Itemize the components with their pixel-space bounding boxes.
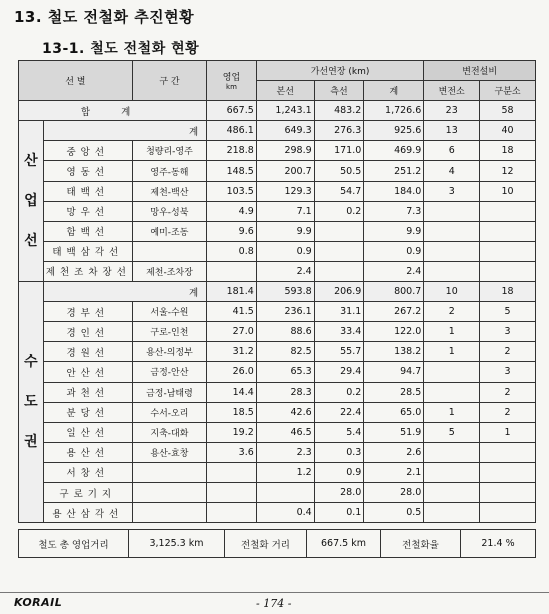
cell-sum: 28.0 [364, 482, 424, 502]
cell-sectioning [480, 261, 536, 281]
cell-side: 31.1 [314, 302, 364, 322]
cell-sectioning: 12 [480, 161, 536, 181]
metro-region-label [19, 282, 44, 523]
cell-sum: 94.7 [364, 362, 424, 382]
header-side: 측선 [314, 81, 364, 101]
cell-side: 171.0 [314, 141, 364, 161]
line-section: 망우-성북 [132, 201, 206, 221]
section-heading: 13-1. 철도 전철화 현황 [42, 41, 200, 57]
line-name: 경부선 [43, 302, 132, 322]
cell-operating: 19.2 [207, 422, 257, 442]
cell-operating: 18.5 [207, 402, 257, 422]
cell-sectioning: 3 [480, 322, 536, 342]
header-substation: 변전소 [424, 81, 480, 101]
page-heading: 13. 철도 전철화 추진현황 [14, 8, 195, 26]
header-sectioning: 구분소 [480, 81, 536, 101]
summary-total-label: 철도 총 영업거리 [19, 530, 129, 558]
cell-sectioning [480, 462, 536, 482]
cell-side: 22.4 [314, 402, 364, 422]
line-section: 지축-대화 [132, 422, 206, 442]
line-name: 구로기지 [43, 482, 132, 502]
table-row [19, 422, 536, 442]
cell-sum: 469.9 [364, 141, 424, 161]
table-row [19, 462, 536, 482]
table-row [19, 382, 536, 402]
cell-sectioning [480, 201, 536, 221]
cell-sectioning [480, 442, 536, 462]
cell-operating [207, 462, 257, 482]
cell-sectioning: 58 [480, 101, 536, 121]
cell-substation [424, 503, 480, 523]
table-row [19, 261, 536, 281]
table-row [19, 442, 536, 462]
cell-main: 0.9 [256, 241, 314, 261]
header-equipment: 변전설비 [424, 61, 536, 81]
cell-operating: 3.6 [207, 442, 257, 462]
cell-sum: 0.9 [364, 241, 424, 261]
cell-operating: 0.8 [207, 241, 257, 261]
subtotal-label: 계 [43, 121, 206, 141]
metro-subtotal-row [19, 282, 536, 302]
cell-main: 42.6 [256, 402, 314, 422]
cell-main: 649.3 [256, 121, 314, 141]
line-name: 중앙선 [43, 141, 132, 161]
line-section: 제천-조차장 [132, 261, 206, 281]
cell-operating [207, 503, 257, 523]
cell-substation: 10 [424, 282, 480, 302]
cell-main: 82.5 [256, 342, 314, 362]
cell-sectioning: 5 [480, 302, 536, 322]
cell-main: 2.4 [256, 261, 314, 281]
header-sum: 계 [364, 81, 424, 101]
cell-side: 0.2 [314, 201, 364, 221]
line-section [132, 462, 206, 482]
summary-electrified-value: 667.5 km [307, 530, 381, 558]
cell-sum: 0.5 [364, 503, 424, 523]
line-section: 영주-동해 [132, 161, 206, 181]
cell-operating: 148.5 [207, 161, 257, 181]
table-body [19, 101, 536, 523]
table-row [19, 221, 536, 241]
region-char: 권 [24, 434, 38, 451]
korail-logo: KORAIL [14, 596, 63, 609]
cell-substation: 3 [424, 181, 480, 201]
header-operating-unit: km [226, 83, 237, 92]
cell-substation [424, 482, 480, 502]
line-section: 서울-수원 [132, 302, 206, 322]
cell-operating: 103.5 [207, 181, 257, 201]
cell-operating: 14.4 [207, 382, 257, 402]
cell-sectioning: 1 [480, 422, 536, 442]
cell-substation: 1 [424, 322, 480, 342]
cell-side [314, 241, 364, 261]
cell-substation: 5 [424, 422, 480, 442]
cell-substation [424, 362, 480, 382]
cell-operating: 41.5 [207, 302, 257, 322]
cell-sum: 9.9 [364, 221, 424, 241]
cell-substation [424, 201, 480, 221]
grand-total-label: 합 계 [19, 101, 207, 121]
table-row [19, 161, 536, 181]
line-name: 망우선 [43, 201, 132, 221]
cell-substation [424, 442, 480, 462]
line-name: 경원선 [43, 342, 132, 362]
cell-substation [424, 241, 480, 261]
line-section: 청량리-영주 [132, 141, 206, 161]
line-section: 구로-인천 [132, 322, 206, 342]
summary-table [18, 529, 536, 558]
cell-substation: 1 [424, 402, 480, 422]
header-line: 선 별 [19, 61, 133, 101]
cell-sum: 2.1 [364, 462, 424, 482]
cell-sectioning [480, 241, 536, 261]
cell-operating: 26.0 [207, 362, 257, 382]
cell-main: 0.4 [256, 503, 314, 523]
table-row [19, 302, 536, 322]
header-row-1 [19, 61, 536, 81]
line-section: 제천-백산 [132, 181, 206, 201]
cell-main [256, 482, 314, 502]
cell-sectioning: 3 [480, 362, 536, 382]
region-char: 수 [24, 354, 38, 371]
region-char: 도 [24, 394, 38, 411]
line-name: 함백선 [43, 221, 132, 241]
line-section [132, 503, 206, 523]
line-section: 금정-남태령 [132, 382, 206, 402]
summary-row [19, 530, 536, 558]
cell-main: 593.8 [256, 282, 314, 302]
cell-sum: 7.3 [364, 201, 424, 221]
cell-side: 206.9 [314, 282, 364, 302]
cell-operating: 218.8 [207, 141, 257, 161]
cell-operating: 4.9 [207, 201, 257, 221]
region-char: 선 [24, 233, 38, 250]
cell-substation: 13 [424, 121, 480, 141]
cell-side: 55.7 [314, 342, 364, 362]
cell-main: 200.7 [256, 161, 314, 181]
cell-side: 29.4 [314, 362, 364, 382]
cell-side: 483.2 [314, 101, 364, 121]
table-row [19, 362, 536, 382]
cell-substation: 4 [424, 161, 480, 181]
cell-substation: 2 [424, 302, 480, 322]
cell-side: 33.4 [314, 322, 364, 342]
table-row [19, 241, 536, 261]
cell-side: 276.3 [314, 121, 364, 141]
cell-side: 0.1 [314, 503, 364, 523]
line-name: 안산선 [43, 362, 132, 382]
cell-main: 65.3 [256, 362, 314, 382]
table-row [19, 181, 536, 201]
region-char: 산 [24, 153, 38, 170]
header-main: 본선 [256, 81, 314, 101]
cell-sectioning: 18 [480, 282, 536, 302]
table-row [19, 503, 536, 523]
line-section: 용산-의정부 [132, 342, 206, 362]
cell-side: 54.7 [314, 181, 364, 201]
cell-operating [207, 261, 257, 281]
cell-main: 28.3 [256, 382, 314, 402]
cell-side: 5.4 [314, 422, 364, 442]
header-extension: 가선연장 (km) [256, 61, 424, 81]
cell-operating [207, 482, 257, 502]
cell-main: 2.3 [256, 442, 314, 462]
cell-sectioning: 18 [480, 141, 536, 161]
cell-side: 0.3 [314, 442, 364, 462]
grand-total-row [19, 101, 536, 121]
cell-sectioning [480, 221, 536, 241]
table-row [19, 402, 536, 422]
line-section: 예미-조동 [132, 221, 206, 241]
cell-side: 0.2 [314, 382, 364, 402]
cell-main: 46.5 [256, 422, 314, 442]
electrification-table [18, 60, 536, 523]
table-row [19, 342, 536, 362]
table-row [19, 141, 536, 161]
header-section: 구 간 [132, 61, 206, 101]
cell-sum: 251.2 [364, 161, 424, 181]
cell-sum: 184.0 [364, 181, 424, 201]
cell-sectioning: 40 [480, 121, 536, 141]
line-name: 영동선 [43, 161, 132, 181]
cell-side [314, 221, 364, 241]
cell-operating: 31.2 [207, 342, 257, 362]
cell-operating: 9.6 [207, 221, 257, 241]
cell-side: 28.0 [314, 482, 364, 502]
cell-sum: 65.0 [364, 402, 424, 422]
footer-divider [0, 592, 549, 593]
cell-substation [424, 382, 480, 402]
cell-sum: 2.6 [364, 442, 424, 462]
summary-electrified-label: 전철화 거리 [225, 530, 307, 558]
line-name: 서창선 [43, 462, 132, 482]
cell-sectioning: 2 [480, 382, 536, 402]
line-section [132, 482, 206, 502]
line-name: 제천조차장선 [43, 261, 132, 281]
line-name: 용산삼각선 [43, 503, 132, 523]
cell-substation: 1 [424, 342, 480, 362]
summary-rate-label: 전철화율 [381, 530, 461, 558]
header-operating-label: 영업 [222, 73, 241, 84]
cell-main: 1,243.1 [256, 101, 314, 121]
summary-rate-value: 21.4 % [461, 530, 536, 558]
cell-sum: 925.6 [364, 121, 424, 141]
line-name: 태백삼각선 [43, 241, 132, 261]
line-section: 수서-오리 [132, 402, 206, 422]
cell-operating: 181.4 [207, 282, 257, 302]
cell-main: 88.6 [256, 322, 314, 342]
cell-main: 1.2 [256, 462, 314, 482]
cell-main: 298.9 [256, 141, 314, 161]
table-row [19, 201, 536, 221]
cell-side: 50.5 [314, 161, 364, 181]
line-name: 경인선 [43, 322, 132, 342]
cell-substation [424, 261, 480, 281]
table-row [19, 322, 536, 342]
cell-operating: 486.1 [207, 121, 257, 141]
header-operating [207, 61, 257, 101]
line-section [132, 241, 206, 261]
cell-operating: 27.0 [207, 322, 257, 342]
line-name: 과천선 [43, 382, 132, 402]
cell-sectioning [480, 503, 536, 523]
cell-sum: 28.5 [364, 382, 424, 402]
cell-sectioning: 2 [480, 402, 536, 422]
cell-substation: 6 [424, 141, 480, 161]
industrial-region-label [19, 121, 44, 282]
cell-sectioning: 2 [480, 342, 536, 362]
line-section: 용산-효창 [132, 442, 206, 462]
table-row [19, 482, 536, 502]
line-section: 금정-안산 [132, 362, 206, 382]
industrial-subtotal-row [19, 121, 536, 141]
cell-operating: 667.5 [207, 101, 257, 121]
subtotal-label: 계 [43, 282, 206, 302]
cell-sum: 267.2 [364, 302, 424, 322]
cell-sum: 138.2 [364, 342, 424, 362]
summary-total-value: 3,125.3 km [129, 530, 225, 558]
cell-main: 129.3 [256, 181, 314, 201]
cell-main: 9.9 [256, 221, 314, 241]
line-name: 일산선 [43, 422, 132, 442]
cell-sum: 1,726.6 [364, 101, 424, 121]
cell-sum: 122.0 [364, 322, 424, 342]
cell-side: 0.9 [314, 462, 364, 482]
line-name: 용산선 [43, 442, 132, 462]
cell-sum: 51.9 [364, 422, 424, 442]
line-name: 태백선 [43, 181, 132, 201]
line-name: 분당선 [43, 402, 132, 422]
cell-substation [424, 221, 480, 241]
cell-main: 7.1 [256, 201, 314, 221]
region-char: 업 [24, 193, 38, 210]
cell-sectioning: 10 [480, 181, 536, 201]
cell-sum: 2.4 [364, 261, 424, 281]
cell-substation: 23 [424, 101, 480, 121]
cell-side [314, 261, 364, 281]
cell-sum: 800.7 [364, 282, 424, 302]
cell-substation [424, 462, 480, 482]
cell-sectioning [480, 482, 536, 502]
page-number: - 174 - [256, 597, 292, 610]
cell-main: 236.1 [256, 302, 314, 322]
